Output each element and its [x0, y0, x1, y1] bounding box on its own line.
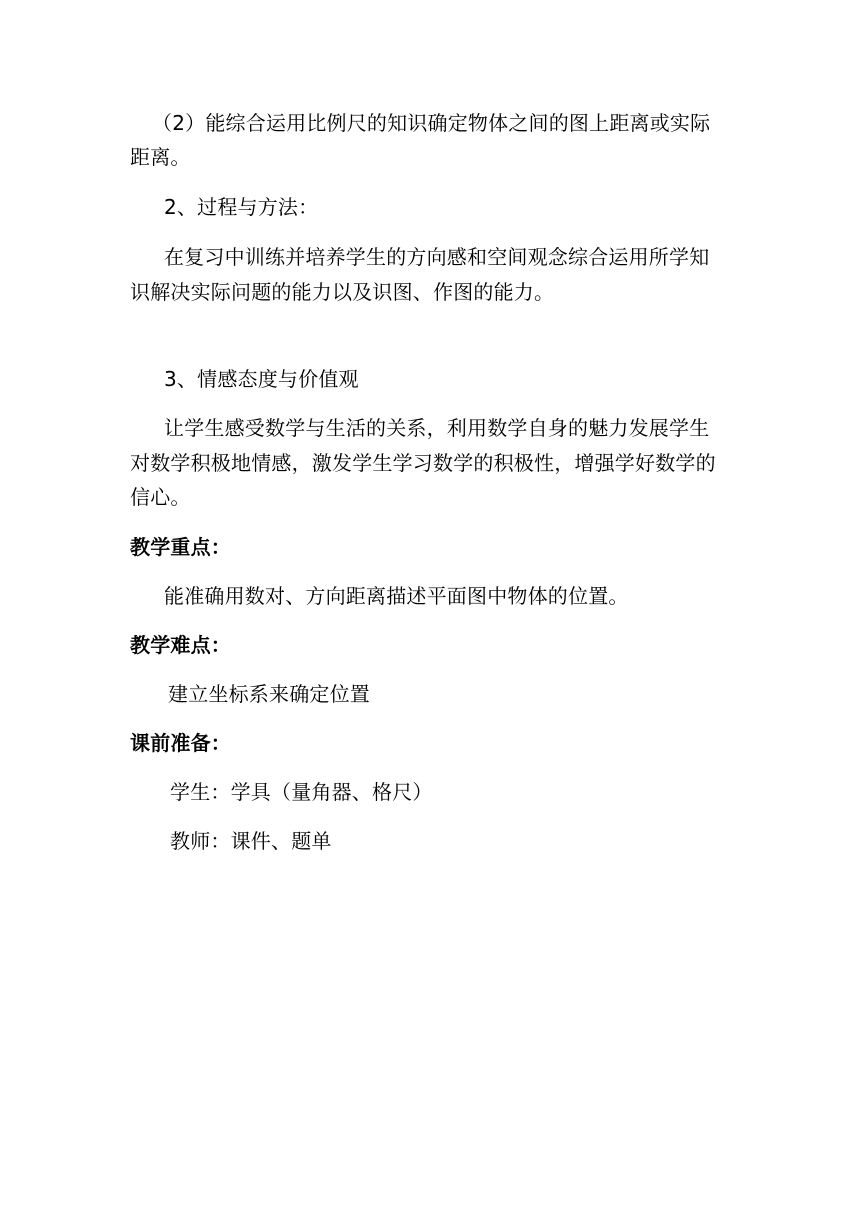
difficulties-text: 建立坐标系来确定位置 — [168, 682, 370, 706]
attitude-line-3: 信心。 — [130, 485, 191, 509]
preparation-heading: 课前准备： — [130, 731, 231, 755]
objective-2-line-2: 距离。 — [130, 145, 191, 169]
difficulties-heading: 教学难点： — [130, 633, 231, 657]
process-method-line-2: 识解决实际问题的能力以及识图、作图的能力。 — [130, 280, 555, 304]
key-points-heading: 教学重点： — [130, 535, 231, 559]
preparation-student: 学生：学具（量角器、格尺） — [170, 780, 433, 804]
objective-2-line-1: （2）能综合运用比例尺的知识确定物体之间的图上距离或实际 — [152, 111, 711, 135]
preparation-teacher: 教师：课件、题单 — [170, 829, 332, 853]
key-points-text: 能准确用数对、方向距离描述平面图中物体的位置。 — [164, 584, 629, 608]
process-method-line-1: 在复习中训练并培养学生的方向感和空间观念综合运用所学知 — [164, 245, 710, 269]
process-method-heading: 2、过程与方法： — [164, 195, 319, 219]
attitude-line-1: 让学生感受数学与生活的关系，利用数学自身的魅力发展学生 — [164, 416, 710, 440]
attitude-heading: 3、情感态度与价值观 — [164, 367, 359, 391]
attitude-line-2: 对数学积极地情感，激发学生学习数学的积极性，增强学好数学的 — [130, 451, 716, 475]
